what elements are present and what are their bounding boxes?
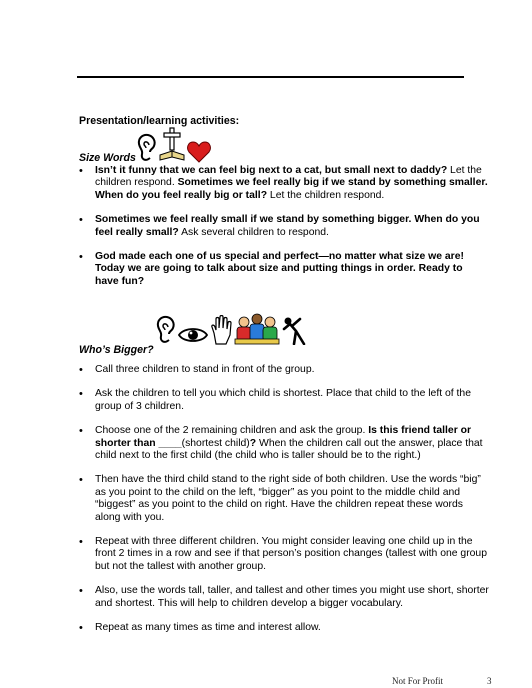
whos-bigger-icons (154, 313, 308, 345)
list-item (79, 388, 489, 413)
list-item (79, 364, 489, 376)
list-item (79, 536, 489, 573)
list-item (79, 214, 489, 239)
text-run: Isn’t it funny that we can feel big next to a cat, but small next to daddy? (95, 165, 448, 176)
text-run: Sometimes we feel really big if we stand by something smaller. When do you feel really big or tall? (95, 177, 488, 201)
children-group-icon (234, 313, 280, 345)
text-run: Ask several children to respond. (178, 226, 329, 238)
text-run: Ask the children to tell you which child is shortest. Place that child to the left of the group of 3 children. (95, 388, 471, 412)
text-run: Repeat with three different children. You might consider leaving one child up in the front 2 times in a row and see if that person’s position changes (tallest with one group but not the tallest with another group. (95, 536, 487, 572)
horizontal-rule (77, 76, 464, 78)
bible-cross-icon (159, 127, 185, 163)
list-item (79, 474, 489, 524)
text-run: Repeat as many times as time and interest allow. (95, 622, 321, 634)
list-item (79, 622, 489, 634)
ear-icon (135, 133, 157, 163)
text-run: Choose one of the 2 remaining children and ask the group. (95, 425, 369, 437)
whos-bigger-title: Who’s Bigger? (79, 344, 154, 356)
list-item (79, 585, 489, 610)
list-item (79, 251, 489, 288)
section-heading: Presentation/learning activities: (79, 115, 240, 127)
text-run: Let the children respond. (267, 189, 385, 201)
text-run: ? (249, 437, 257, 449)
text-run: God made each one of us special and perfect—no matter what size we are! Today we are going to talk about size and putting things in order. Ready to have fun? (95, 251, 464, 287)
hand-icon (210, 315, 232, 345)
size-words-icons (135, 127, 211, 163)
eye-icon (178, 325, 208, 345)
size-words-list (79, 165, 489, 288)
size-words-title: Size Words (79, 152, 136, 164)
text-run: Then have the third child stand to the right side of both children. Use the words “big” as you point to the child on the left, “bigger” as you point to the middle child and “biggest” as you point to the child on right. Have the children repeat these words along with you. (95, 474, 481, 523)
text-run: When the children call out the answer, place that child next to the first child (the child who is taller should be to the right.) (95, 437, 483, 462)
page-footer (392, 676, 492, 686)
list-item (79, 165, 489, 202)
text-run: Let the children respond. (95, 165, 482, 189)
text-run: Sometimes we feel really small if we stand by something bigger. When do you feel really small? (95, 214, 480, 238)
whos-bigger-list (79, 364, 489, 635)
stretching-person-icon (282, 315, 308, 345)
ear-icon (154, 315, 176, 345)
footer-label: Not For Profit (392, 676, 444, 686)
heart-icon (187, 141, 211, 163)
text-run: Also, use the words tall, taller, and tallest and other times you might use short, shorter and shortest. This will help to children develop a bigger vocabulary. (95, 585, 489, 609)
text-run: Is this friend taller or shorter than ____ (95, 425, 472, 449)
text-run: (shortest child) (181, 437, 250, 449)
text-run: Call three children to stand in front of the group. (95, 364, 315, 375)
page-number: 3 (487, 676, 492, 686)
list-item (79, 425, 489, 462)
